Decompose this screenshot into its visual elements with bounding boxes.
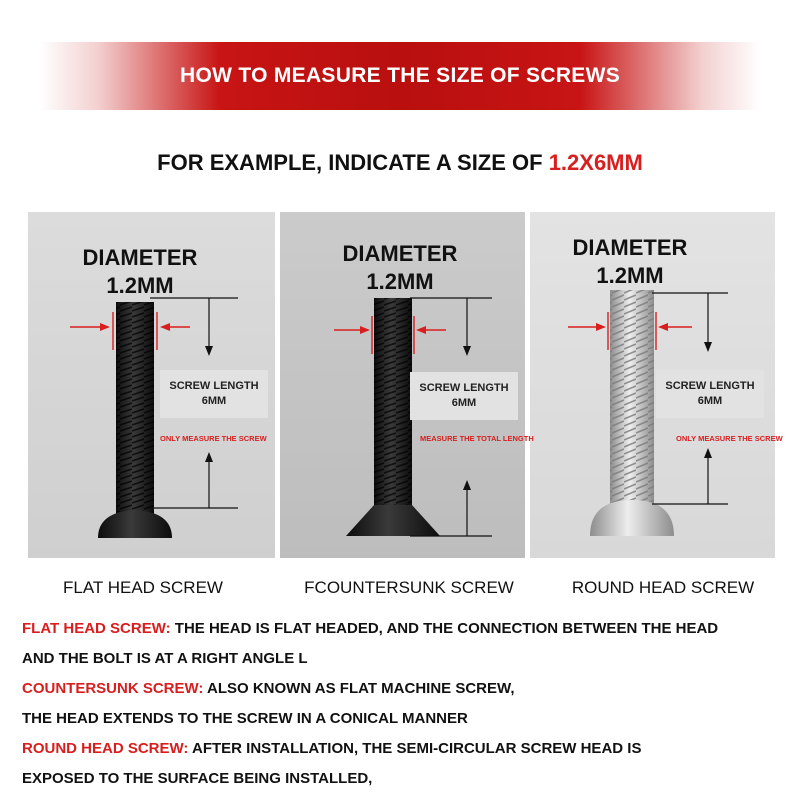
countersunk-note: MEASURE THE TOTAL LENGTH <box>420 434 534 443</box>
diameter-label: DIAMETER <box>342 241 458 266</box>
length-label: SCREW LENGTH <box>169 380 259 392</box>
flat-head-caption: FLAT HEAD SCREW <box>63 578 223 597</box>
length-value: 6MM <box>201 395 227 407</box>
description-term: COUNTERSUNK SCREW: <box>22 680 204 697</box>
subtitle-size: 1.2X6MM <box>548 150 643 175</box>
description-text: THE HEAD EXTENDS TO THE SCREW IN A CONICAL MANNER <box>22 710 468 727</box>
round-head-note: ONLY MEASURE THE SCREW <box>676 434 783 443</box>
description-line <box>22 770 372 787</box>
flat-head-length-box <box>160 370 268 418</box>
length-value: 6MM <box>697 395 723 407</box>
description-line <box>22 740 641 757</box>
description-line <box>22 710 468 727</box>
length-value: 6MM <box>451 397 477 409</box>
description-term: ROUND HEAD SCREW: <box>22 740 189 757</box>
flat-head-note: ONLY MEASURE THE SCREW <box>160 434 267 443</box>
flat-head-diameter-label <box>60 244 220 300</box>
description-line <box>22 650 308 667</box>
description-text: EXPOSED TO THE SURFACE BEING INSTALLED, <box>22 770 373 787</box>
round-head-diameter-label <box>550 234 710 290</box>
description-text: ALSO KNOWN AS FLAT MACHINE SCREW, <box>203 680 515 697</box>
title-banner <box>40 42 760 110</box>
diameter-value: 1.2MM <box>366 269 434 294</box>
round-head-length-box <box>656 370 764 418</box>
diameter-value: 1.2MM <box>106 273 174 298</box>
subtitle-prefix: FOR EXAMPLE, INDICATE A SIZE OF <box>157 150 549 175</box>
description-term: FLAT HEAD SCREW: <box>22 620 171 637</box>
countersunk-diameter-label <box>320 240 480 296</box>
description-text: THE HEAD IS FLAT HEADED, AND THE CONNECTION BETWEEN THE HEAD <box>170 620 719 637</box>
round-head-caption: ROUND HEAD SCREW <box>571 578 755 597</box>
description-text: AFTER INSTALLATION, THE SEMI-CIRCULAR SCREW HEAD IS <box>188 740 642 757</box>
length-label: SCREW LENGTH <box>419 382 509 394</box>
subtitle <box>0 150 800 176</box>
description-text: AND THE BOLT IS AT A RIGHT ANGLE L <box>22 650 308 667</box>
banner-title: HOW TO MEASURE THE SIZE OF SCREWS <box>179 64 621 87</box>
diameter-label: DIAMETER <box>572 235 688 260</box>
description-line <box>22 620 718 637</box>
length-label: SCREW LENGTH <box>665 380 755 392</box>
description-line <box>22 680 515 697</box>
countersunk-length-box <box>410 372 518 420</box>
countersunk-caption: FCOUNTERSUNK SCREW <box>304 578 514 597</box>
diameter-label: DIAMETER <box>82 245 198 270</box>
diameter-value: 1.2MM <box>596 263 664 288</box>
